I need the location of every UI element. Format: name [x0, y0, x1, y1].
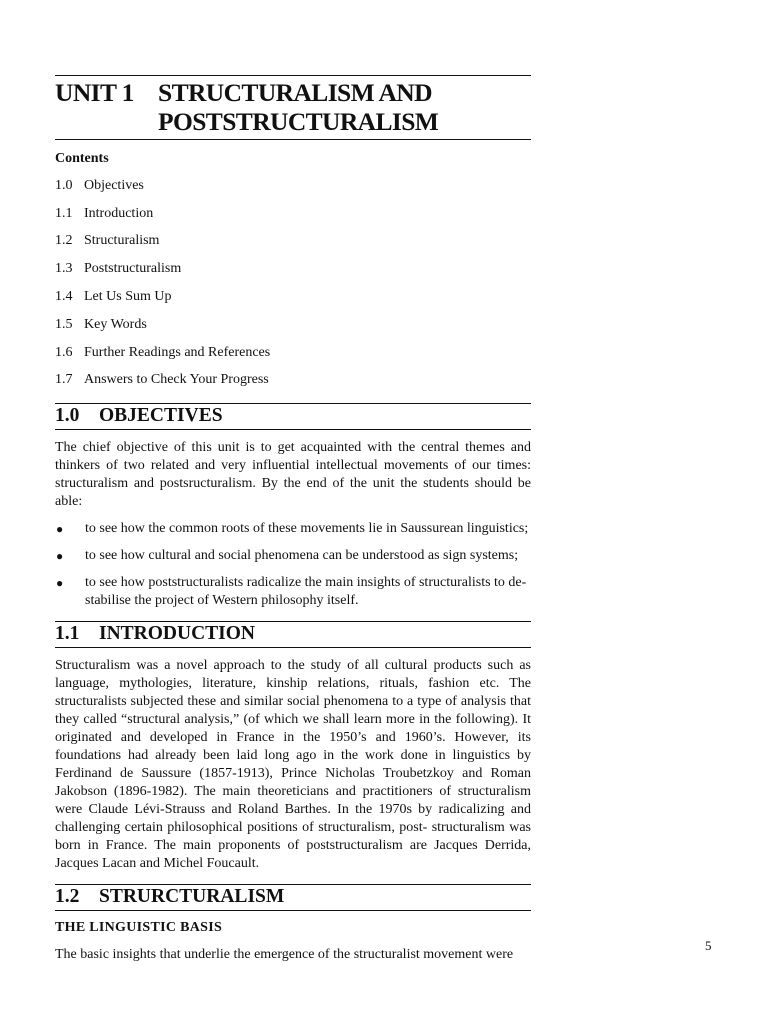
- list-item: [55, 574, 531, 610]
- toc-number: 1.3: [55, 261, 73, 277]
- bullet-icon: ●: [56, 522, 64, 537]
- toc-label: Let Us Sum Up: [84, 289, 172, 305]
- section-number: 1.1: [55, 623, 80, 645]
- toc-item: [55, 255, 531, 283]
- objectives-intro: The chief objective of this unit is to get acquainted with the central themes and thinkers of two related and very influential intellectual movements of our times: structuralism and postsructuralism. By the end of the unit the students should be able:: [55, 440, 531, 510]
- subsection-heading: THE LINGUISTIC BASIS: [55, 920, 223, 936]
- section-rule: [55, 647, 531, 648]
- toc-label: Answers to Check Your Progress: [84, 372, 269, 388]
- toc-item: [55, 200, 531, 228]
- objectives-list: [55, 520, 531, 610]
- section-rule: [55, 910, 531, 911]
- section-title: INTRODUCTION: [99, 623, 256, 645]
- unit-title-text: STRUCTURALISM AND POSTSTRUCTURALISM: [158, 78, 439, 136]
- unit-title: [55, 76, 531, 139]
- toc-item: [55, 283, 531, 311]
- toc-number: 1.4: [55, 289, 73, 305]
- page-content: [55, 75, 531, 964]
- toc-number: 1.2: [55, 233, 73, 249]
- toc-label: Introduction: [84, 205, 154, 221]
- bullet-text: to see how the common roots of these movements lie in Saussurean linguistics;: [85, 521, 529, 537]
- toc-item: [55, 228, 531, 256]
- section-number: 1.2: [55, 886, 80, 908]
- list-item: [55, 520, 531, 538]
- section-heading-introduction: [55, 622, 531, 647]
- toc-number: 1.7: [55, 372, 73, 388]
- section-rule: [55, 429, 531, 430]
- structuralism-body: The basic insights that underlie the emergence of the structuralist movement were: [55, 947, 514, 963]
- title-bottom-rule: [55, 139, 531, 140]
- toc-number: 1.6: [55, 344, 73, 360]
- section-title: OBJECTIVES: [99, 405, 223, 427]
- introduction-body: Structuralism was a novel approach to the study of all cultural products such as language, mythologies, literature, kinship relations, rituals, fashion etc. The structuralists subjected these and similar social phenomena to a type of analysis that they called “structural analysis,” (of which we shall learn more in the following). It originated and developed in France in the 1950’s and 1960’s. However, its foundations had already been laid long ago in the work done in linguistics by Ferdinand de Saussure (1857-1913), Prince Nicholas Troubetzkoy and Roman Jakobson (1896-1982). The main theoreticians and practitioners of structuralism were Claude Lévi-Strauss and Roland Barthes. In the 1970s by radicalizing and challenging certain philosophical positions of structuralism, post- structuralism was born in France. The main proponents of poststructuralism are Jacques Derrida, Jacques Lacan and Michel Foucault.: [55, 658, 531, 872]
- toc-label: Key Words: [84, 316, 147, 332]
- bullet-icon: ●: [56, 576, 64, 591]
- toc-label: Poststructuralism: [84, 261, 182, 277]
- toc-number: 1.0: [55, 177, 73, 193]
- unit-number: UNIT 1: [55, 78, 134, 107]
- section-heading-structuralism: [55, 885, 531, 910]
- toc-number: 1.5: [55, 316, 73, 332]
- toc-item: [55, 367, 531, 395]
- section-heading-objectives: [55, 404, 531, 429]
- toc-item: [55, 339, 531, 367]
- toc-label: Structuralism: [84, 233, 160, 249]
- contents-heading: Contents: [55, 151, 109, 166]
- toc-label: Objectives: [84, 177, 144, 193]
- section-title: STRURCTURALISM: [99, 886, 285, 908]
- section-number: 1.0: [55, 405, 80, 427]
- bullet-text: to see how cultural and social phenomena can be understood as sign systems;: [85, 548, 519, 564]
- table-of-contents: [55, 172, 531, 394]
- toc-item: [55, 172, 531, 200]
- bullet-text: to see how poststructuralists radicalize the main insights of structuralists to de-stabilise the project of Western philosophy itself.: [85, 575, 527, 609]
- page-number: 5: [705, 938, 712, 953]
- bullet-icon: ●: [56, 549, 64, 564]
- toc-label: Further Readings and References: [84, 344, 271, 360]
- toc-item: [55, 311, 531, 339]
- list-item: [55, 547, 531, 565]
- toc-number: 1.1: [55, 205, 73, 221]
